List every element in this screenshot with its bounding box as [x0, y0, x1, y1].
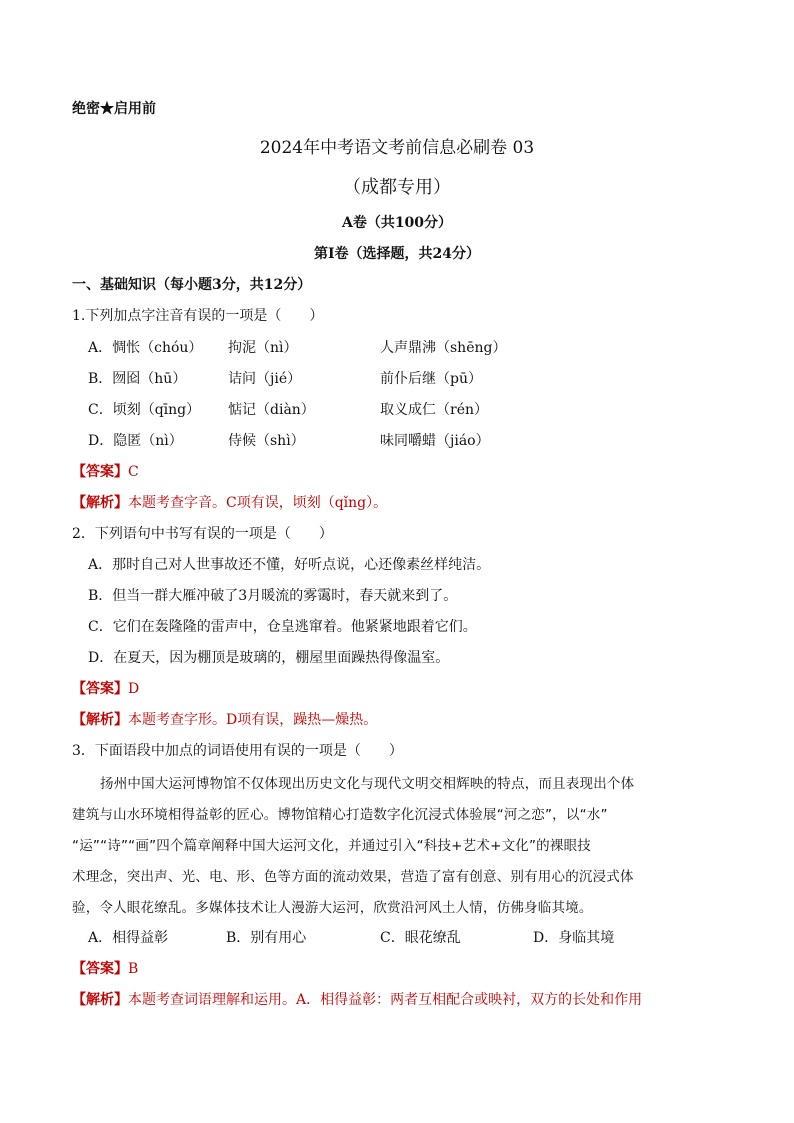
q3-answer: [72, 958, 138, 978]
answer-value: D: [128, 681, 140, 697]
q3-option: C．眼花缭乱: [380, 930, 461, 946]
q3-option: B．别有用心: [226, 930, 307, 946]
answer-tag: 【答案】: [72, 681, 128, 697]
q1-option: 惦记（diàn）: [228, 402, 315, 418]
section1-heading: 一、基础知识（每小题3分，共12分）: [72, 277, 312, 293]
analysis-text: 本题考查字音。C项有误，顷刻（qǐng）。: [128, 495, 388, 511]
q2-answer: [72, 678, 139, 698]
q1-option: 味同嚼蜡（jiáo）: [380, 433, 490, 449]
answer-tag: 【答案】: [72, 961, 128, 977]
q1-option: 取义成仁（rén）: [380, 402, 488, 418]
q2-option-c: C．它们在轰隆隆的雷声中，仓皇逃窜着。他紧紧地跟着它们。: [88, 619, 477, 635]
analysis-tag: 【解析】: [72, 992, 128, 1008]
part1-heading: 第Ⅰ卷（选择题，共24分）: [313, 246, 481, 262]
answer-value: B: [128, 961, 139, 977]
q1-analysis: [72, 492, 387, 512]
passage-line: 术理念，突出声、光、电、形、色等方面的流动效果，营造了富有创意、别有用心的沉浸式体: [72, 869, 634, 885]
analysis-tag: 【解析】: [72, 712, 128, 728]
q1-option: 拘泥（nì）: [228, 340, 298, 356]
q2-option-a: A．那时自己对人世事故还不懂，好听点说，心还像素丝样纯洁。: [88, 557, 491, 573]
q1-option: A．惆怅（chóu）: [88, 340, 203, 356]
passage-line: “运”“诗”“画”四个篇章阐释中国大运河文化，并通过引入“科技+艺术+文化”的裸眼技: [72, 838, 591, 854]
exam-subtitle: （成都专用）: [343, 177, 451, 198]
secret-label: 绝密★启用前: [72, 101, 156, 117]
q1-option: 诘问（jié）: [228, 371, 302, 387]
q3-option: D．身临其境: [533, 930, 615, 946]
passage-line: 验，令人眼花缭乱。多媒体技术让人漫游大运河，欣赏沿河风土人情，仿佛身临其境。: [72, 900, 593, 916]
q3-stem: 3．下面语段中加点的词语使用有误的一项是（ ）: [72, 743, 403, 759]
analysis-tag: 【解析】: [72, 495, 128, 511]
analysis-text: 本题考查字形。D项有误，躁热—燥热。: [128, 712, 378, 728]
q1-option: B．囫囵（hū）: [88, 371, 187, 387]
q2-option-b: B．但当一群大雁冲破了3月暖流的雾霭时，春天就来到了。: [88, 588, 458, 604]
passage-line: 扬州中国大运河博物馆不仅体现出历史文化与现代文明交相辉映的特点，而且表现出个体: [100, 776, 635, 792]
answer-value: C: [128, 464, 139, 480]
q3-option: A．相得益彰: [88, 930, 169, 946]
answer-tag: 【答案】: [72, 464, 128, 480]
analysis-text: 本题考查词语理解和运用。A．相得益彰：两者互相配合或映衬，双方的长处和作用: [128, 992, 643, 1008]
q1-stem: 1.下列加点字注音有误的一项是（ ）: [72, 308, 324, 324]
q1-option: D．隐匿（nì）: [88, 433, 183, 449]
q1-option: C．顷刻（qīng）: [88, 402, 201, 418]
q1-option: 人声鼎沸（shēng）: [380, 340, 507, 356]
q2-analysis: [72, 709, 377, 729]
q1-answer: [72, 461, 139, 481]
q2-option-d: D．在夏天，因为棚顶是玻璃的，棚屋里面躁热得像温室。: [88, 650, 450, 666]
q1-option: 前仆后继（pū）: [380, 371, 482, 387]
q2-stem: 2．下列语句中书写有误的一项是（ ）: [72, 526, 333, 542]
q1-option: 侍候（shì）: [228, 433, 305, 449]
exam-title: 2024年中考语文考前信息必刷卷 03: [259, 138, 535, 158]
volume-a-heading: A卷（共100分）: [341, 215, 453, 231]
q3-analysis: [72, 989, 642, 1009]
passage-line: 建筑与山水环境相得益彰的匠心。博物馆精心打造数字化沉浸式体验展“河之恋”，以“水”: [72, 807, 608, 823]
